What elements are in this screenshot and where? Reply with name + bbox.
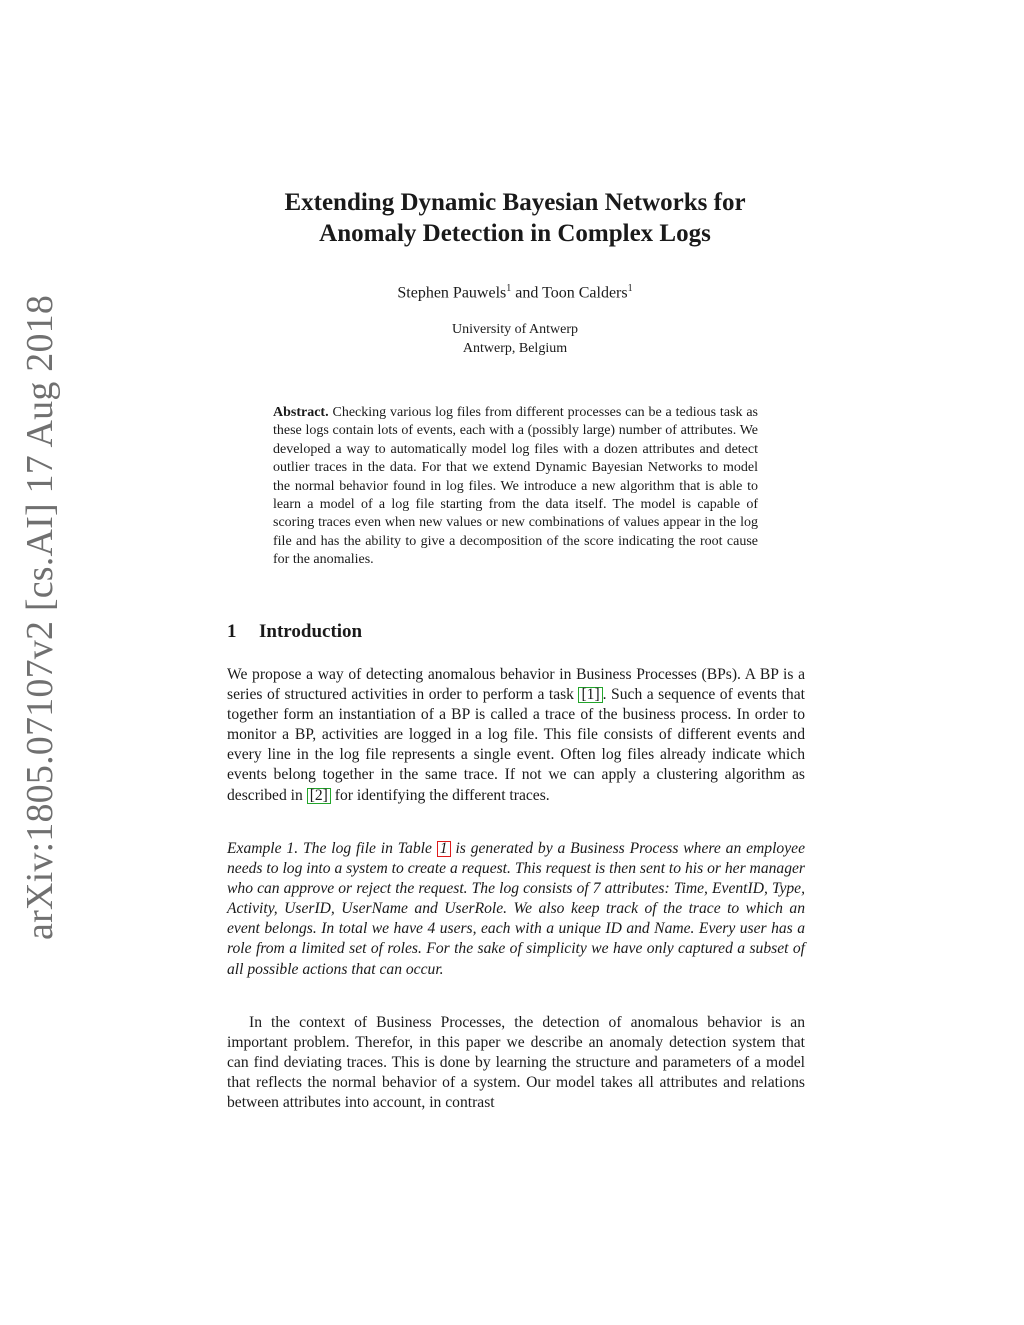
table-reference-link[interactable]: 1 bbox=[437, 841, 451, 857]
abstract-label: Abstract. bbox=[273, 405, 329, 420]
author-2: Toon Calders bbox=[542, 284, 628, 302]
section-title: Introduction bbox=[259, 621, 363, 642]
example-paragraph bbox=[227, 839, 805, 980]
intro-text-part-2: . Such a sequence of events that together form an instantiation of a BP is called a trace of the business process. In order to monitor a BP, activities are logged in a log file. This file consists of different events and every line in the log file represents a single event. Often log files already indicate which events belong together in the same trace. If not we can apply a clustering algorithm as described in bbox=[227, 686, 805, 804]
intro-text-part-3: for identifying the different traces. bbox=[334, 786, 550, 804]
abstract bbox=[273, 404, 758, 570]
affiliation bbox=[200, 320, 830, 358]
author-2-affil-mark: 1 bbox=[627, 283, 633, 294]
intro-text-part-1: We propose a way of detecting anomalous behavior in Business Processes (BPs). A BP is a series of structured activities in order to perform a task bbox=[227, 666, 805, 704]
citation-link-2[interactable]: [2] bbox=[307, 788, 331, 804]
section-heading bbox=[227, 621, 362, 643]
affiliation-line-2: Antwerp, Belgium bbox=[462, 341, 568, 356]
intro-paragraph bbox=[227, 665, 805, 806]
citation-link-1[interactable]: [1] bbox=[578, 687, 602, 703]
section-number: 1 bbox=[227, 621, 237, 642]
arxiv-side-identifier: arXiv:1805.07107v2 [cs.AI] 17 Aug 2018 bbox=[19, 294, 61, 940]
context-paragraph: In the context of Business Processes, the detection of anomalous behavior is an important problem. Therefor, in this paper we describe an anomaly detection system that can find deviating traces. This is done by learning the structure and parameters of a model that reflects the normal behavior of a system. Our model takes all attributes and relations between attributes into account, in contrast bbox=[227, 1014, 805, 1112]
author-conjunction: and bbox=[515, 284, 539, 302]
affiliation-line-1: University of Antwerp bbox=[452, 322, 578, 337]
author-1-affil-mark: 1 bbox=[506, 283, 512, 294]
author-list bbox=[200, 283, 830, 302]
paper-title bbox=[200, 187, 830, 249]
example-text-part-1: Example 1. The log file in Table bbox=[227, 840, 432, 857]
title-line-1: Extending Dynamic Bayesian Networks for bbox=[284, 189, 746, 216]
abstract-text: Checking various log files from different processes can be a tedious task as these logs contain lots of events, each with a (possibly large) number of attributes. We developed a way to automatically model log files with a dozen attributes and detect outlier traces in the data. For that we extend Dynamic Bayesian Networks to model the normal behavior found in log files. We introduce a new algorithm that is able to learn a model of a log file starting from the data itself. The model is capable of scoring traces even when new values or new combinations of values appear in the log file and has the ability to give a decomposition of the score indicating the root cause for the anomalies. bbox=[273, 405, 759, 568]
example-text-part-2: is generated by a Business Process where an employee needs to log into a system to create a request. This request is then sent to his or her manager who can approve or reject the request. The log consists of 7 attributes: Time, EventID, Type, Activity, UserID, UserName and UserRole. We also keep track of the trace to which an event belongs. In total we have 4 users, each with a unique ID and Name. Every user has a role from a limited set of roles. For the sake of simplicity we have only captured a subset of all possible actions that can occur. bbox=[227, 840, 805, 978]
author-1: Stephen Pauwels bbox=[397, 284, 507, 302]
title-line-2: Anomaly Detection in Complex Logs bbox=[319, 220, 711, 247]
